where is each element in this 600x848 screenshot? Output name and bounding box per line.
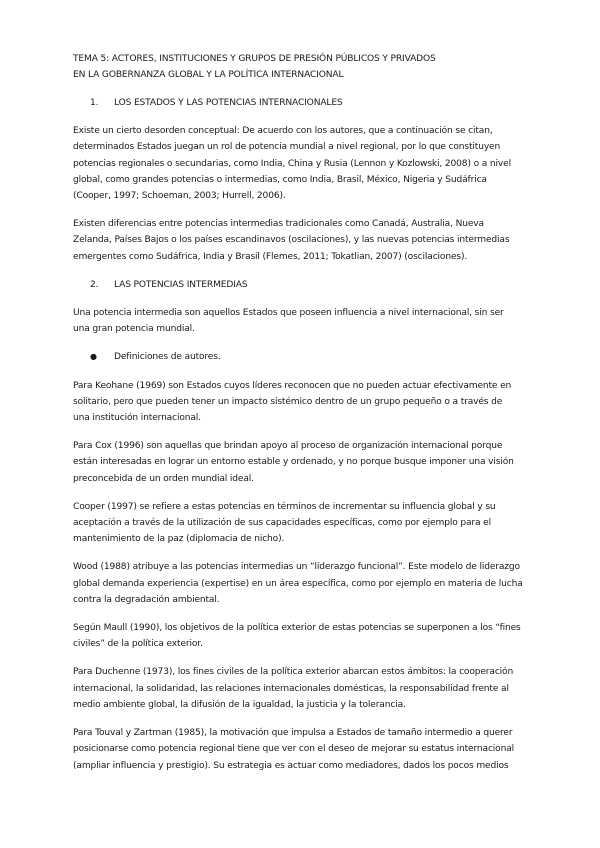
line: posicionarse como potencia regional tiene que ver con el deseo de mejorar su estatus internacional bbox=[73, 744, 514, 755]
title-line-2: EN LA GOBERNANZA GLOBAL Y LA POLÍTICA INTERNACIONAL bbox=[73, 70, 344, 80]
line: están interesadas en lograr un entorno estable y ordenado, y no porque busque imponer una visión bbox=[73, 457, 514, 468]
section-2-title: LAS POTENCIAS INTERMEDIAS bbox=[114, 279, 248, 290]
document-body bbox=[73, 51, 528, 786]
paragraph bbox=[73, 499, 528, 548]
paragraph bbox=[73, 305, 528, 337]
section-2-heading bbox=[73, 277, 528, 293]
line: global demanda experiencia (expertise) en un área específica, como por ejemplo en materia de lucha bbox=[73, 578, 523, 589]
paragraph bbox=[73, 559, 528, 608]
line: aceptación a través de la utilización de sus capacidades específicas, como por ejemplo para el bbox=[73, 518, 491, 529]
line: Para Cox (1996) son aquellas que brindan apoyo al proceso de organización internacional porque bbox=[73, 441, 503, 452]
line: Según Maull (1990), los objetivos de la política exterior de estas potencias se superponen a los “fines bbox=[73, 623, 521, 634]
paragraph bbox=[73, 438, 528, 487]
title-line-1: TEMA 5: ACTORES, INSTITUCIONES Y GRUPOS DE PRESIÓN PÚBLICOS Y PRIVADOS bbox=[73, 54, 436, 64]
paragraph bbox=[73, 216, 528, 265]
line: una gran potencia mundial. bbox=[73, 324, 195, 335]
line: Cooper (1997) se refiere a estas potencias en términos de incrementar su influencia global y su bbox=[73, 501, 496, 512]
line: Para Touval y Zartman (1985), la motivación que impulsa a Estados de tamaño intermedio a querer bbox=[73, 728, 513, 739]
section-2-number: 2. bbox=[90, 279, 99, 290]
line: Para Duchenne (1973), los fines civiles de la política exterior abarcan estos ámbitos: la cooperación bbox=[73, 667, 514, 678]
section-1-title: LOS ESTADOS Y LAS POTENCIAS INTERNACIONALES bbox=[114, 98, 343, 108]
bullet-text: Definiciones de autores. bbox=[114, 352, 221, 363]
line: internacional, la solidaridad, las relaciones internacionales domésticas, la responsabilidad frente al bbox=[73, 683, 509, 694]
line: civiles” de la política exterior. bbox=[73, 639, 203, 650]
line: global, como grandes potencias o intermedias, como India, Brasil, México, Nigeria y Sudáfrica bbox=[73, 174, 487, 185]
line: Para Keohane (1969) son Estados cuyos líderes reconocen que no pueden actuar efectivamente en bbox=[73, 380, 512, 391]
line: emergentes como Sudáfrica, India y Brasil (Flemes, 2011; Tokatlian, 2007) (oscilaciones). bbox=[73, 251, 468, 262]
line: mantenimiento de la paz (diplomacia de nicho). bbox=[73, 534, 285, 545]
bullet-dot-icon: ● bbox=[90, 352, 97, 362]
line: Wood (1988) atribuye a las potencias intermedias un “liderazgo funcional”. Este modelo de liderazgo bbox=[73, 562, 520, 573]
section-1-number: 1. bbox=[90, 98, 99, 108]
paragraph bbox=[73, 725, 528, 774]
document-title bbox=[73, 51, 528, 83]
line: (Cooper, 1997; Schoeman, 2003; Hurrell, 2006). bbox=[73, 191, 286, 202]
line: una institución internacional. bbox=[73, 413, 201, 424]
paragraph bbox=[73, 378, 528, 427]
line: Una potencia intermedia son aquellos Estados que poseen influencia a nivel internacional, sin ser bbox=[73, 308, 504, 319]
line: contra la degradación ambiental. bbox=[73, 594, 220, 605]
paragraph bbox=[73, 664, 528, 713]
paragraph bbox=[73, 620, 528, 652]
line: potencias regionales o secundarias, como India, China y Rusia (Lennon y Kozlowski, 2008) o a nivel bbox=[73, 158, 511, 169]
paragraph bbox=[73, 123, 528, 204]
line: solitario, pero que pueden tener un impacto sistémico dentro de un grupo pequeño o a través de bbox=[73, 396, 503, 407]
line: preconcebida de un orden mundial ideal. bbox=[73, 473, 254, 484]
line: Existen diferencias entre potencias intermedias tradicionales como Canadá, Australia, Nueva bbox=[73, 219, 484, 230]
bullet-item bbox=[73, 349, 528, 365]
line: (ampliar influencia y prestigio). Su estrategia es actuar como mediadores, dados los pocos medios bbox=[73, 760, 509, 771]
line: determinados Estados juegan un rol de potencia mundial a nivel regional, por lo que constituyen bbox=[73, 142, 501, 153]
line: Existe un cierto desorden conceptual: De acuerdo con los autores, que a continuación se citan, bbox=[73, 126, 493, 137]
section-1-heading bbox=[73, 95, 528, 111]
line: medio ambiente global, la difusión de la igualdad, la justicia y la tolerancia. bbox=[73, 699, 406, 710]
line: Zelanda, Países Bajos o los países escandinavos (oscilaciones), y las nuevas potencias intermedias bbox=[73, 235, 510, 246]
